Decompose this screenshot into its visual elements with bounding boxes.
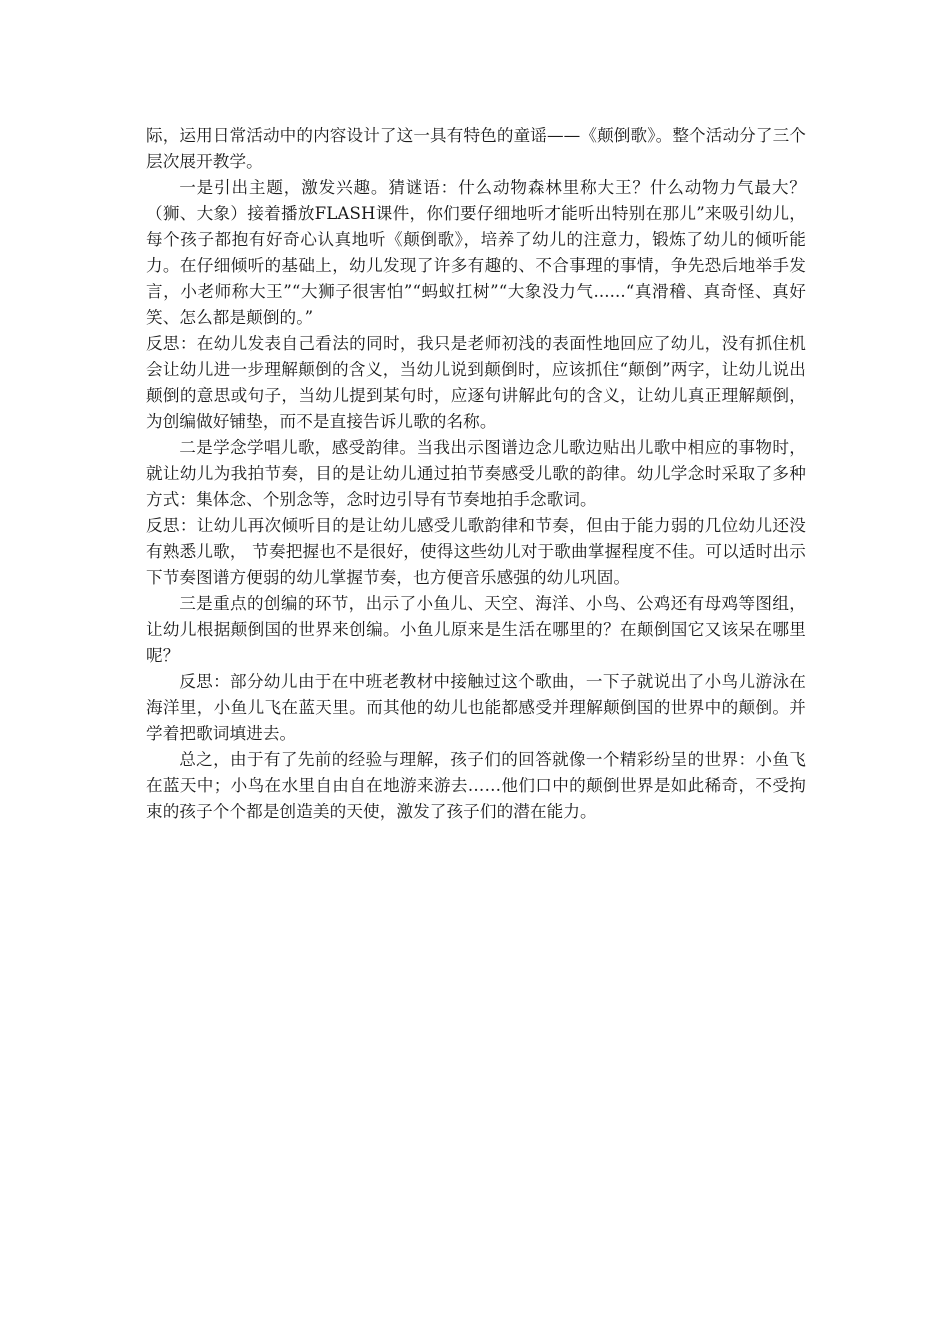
document-body bbox=[146, 123, 806, 825]
paragraph-reflection-two: 反思：让幼儿再次倾听目的是让幼儿感受儿歌韵律和节奏，但由于能力弱的几位幼儿还没有熟悉儿歌， 节奏把握也不是很好，使得这些幼儿对于歌曲掌握程度不佳。可以适时出示下节奏图谱方便弱的幼儿掌握节奏，也方便音乐感强的幼儿巩固。 bbox=[146, 516, 806, 587]
paragraph-reflection-one: 反思：在幼儿发表自己看法的同时，我只是老师初浅的表面性地回应了幼儿，没有抓住机会让幼儿进一步理解颠倒的含义，当幼儿说到颠倒时，应该抓住“颠倒”两字，让幼儿说出颠倒的意思或句子，当幼儿提到某句时，应逐句讲解此句的含义，让幼儿真正理解颠倒，为创编做好铺垫，而不是直接告诉儿歌的名称。 bbox=[146, 334, 806, 431]
paragraph-part-one: 一是引出主题，激发兴趣。猜谜语：什么动物森林里称大王？什么动物力气最大？（狮、大象）接着播放FLASH课件，你们要仔细地听才能听出特别在那儿”来吸引幼儿，每个孩子都抱有好奇心认真地听《颠倒歌》，培养了幼儿的注意力，锻炼了幼儿的倾听能力。在仔细倾听的基础上，幼儿发现了许多有趣的、不合事理的事情，争先恐后地举手发言，小老师称大王”“大狮子很害怕”“蚂蚁扛树”“大象没力气......“真滑稽、真奇怪、真好笑、怎么都是颠倒的。” bbox=[146, 178, 806, 327]
paragraph-reflection-three: 反思：部分幼儿由于在中班老教材中接触过这个歌曲，一下子就说出了小鸟儿游泳在海洋里，小鱼儿飞在蓝天里。而其他的幼儿也能都感受并理解颠倒国的世界中的颠倒。并学着把歌词填进去。 bbox=[146, 672, 806, 743]
paragraph-conclusion: 总之，由于有了先前的经验与理解，孩子们的回答就像一个精彩纷呈的世界：小鱼飞在蓝天中；小鸟在水里自由自在地游来游去……他们口中的颠倒世界是如此稀奇，不受拘束的孩子个个都是创造美的天使，激发了孩子们的潜在能力。 bbox=[146, 750, 806, 821]
paragraph-part-two: 二是学念学唱儿歌，感受韵律。当我出示图谱边念儿歌边贴出儿歌中相应的事物时，就让幼儿为我拍节奏，目的是让幼儿通过拍节奏感受儿歌的韵律。幼儿学念时采取了多种方式：集体念、个别念等，念时边引导有节奏地拍手念歌词。 bbox=[146, 438, 806, 509]
paragraph-intro-continuation: 际，运用日常活动中的内容设计了这一具有特色的童谣——《颠倒歌》。整个活动分了三个层次展开教学。 bbox=[146, 126, 806, 171]
paragraph-part-three: 三是重点的创编的环节，出示了小鱼儿、天空、海洋、小鸟、公鸡还有母鸡等图组，让幼儿根据颠倒国的世界来创编。小鱼儿原来是生活在哪里的？在颠倒国它又该呆在哪里呢？ bbox=[146, 594, 806, 665]
